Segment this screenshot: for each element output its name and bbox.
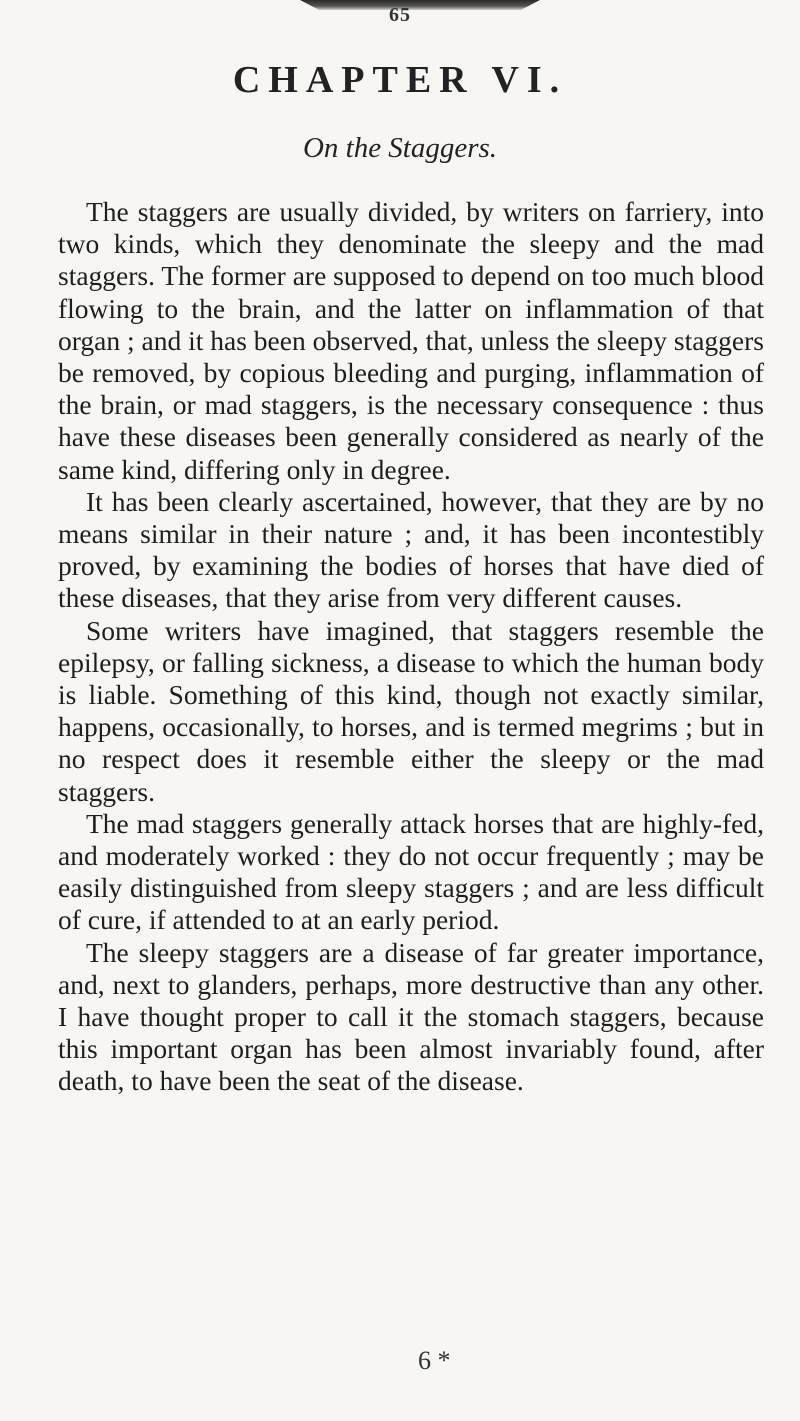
- paragraph: The mad staggers generally attack horses that are highly-fed, and moderately worked : they do not occur frequently ; may be easily distinguished from sleepy staggers ; and are less difficult of cure, if attended to at an early period.: [58, 807, 764, 936]
- body-text: [58, 196, 764, 1098]
- page-number: 65: [389, 4, 411, 26]
- paragraph: It has been clearly ascertained, however, that they are by no means similar in their nature ; and, it has been incontestibly proved, by examining the bodies of horses that have died of these diseases, that they arise from very different causes.: [58, 485, 764, 614]
- paragraph: The staggers are usually divided, by writers on farriery, into two kinds, which they denominate the sleepy and the mad staggers. The former are supposed to depend on too much blood flowing to the brain, and the latter on inflammation of that organ ; and it has been observed, that, unless the sleepy staggers be removed, by copious bleeding and purging, inflammation of the brain, or mad staggers, is the necessary consequence : thus have these diseases been generally considered as nearly of the same kind, differing only in degree.: [58, 196, 764, 485]
- chapter-title: CHAPTER VI.: [232, 59, 568, 101]
- section-title: On the Staggers.: [302, 132, 498, 164]
- paragraph: The sleepy staggers are a disease of far greater importance, and, next to glanders, perhaps, more destructive than any other. I have thought proper to call it the stomach staggers, because this important organ has been almost invariably found, after death, to have been the seat of the disease.: [58, 936, 764, 1097]
- signature-mark: 6 *: [418, 1346, 451, 1375]
- paragraph: Some writers have imagined, that staggers resemble the epilepsy, or falling sickness, a disease to which the human body is liable. Something of this kind, though not exactly similar, happens, occasionally, to horses, and is termed megrims ; but in no respect does it resemble either the sleepy or the mad staggers.: [58, 614, 764, 807]
